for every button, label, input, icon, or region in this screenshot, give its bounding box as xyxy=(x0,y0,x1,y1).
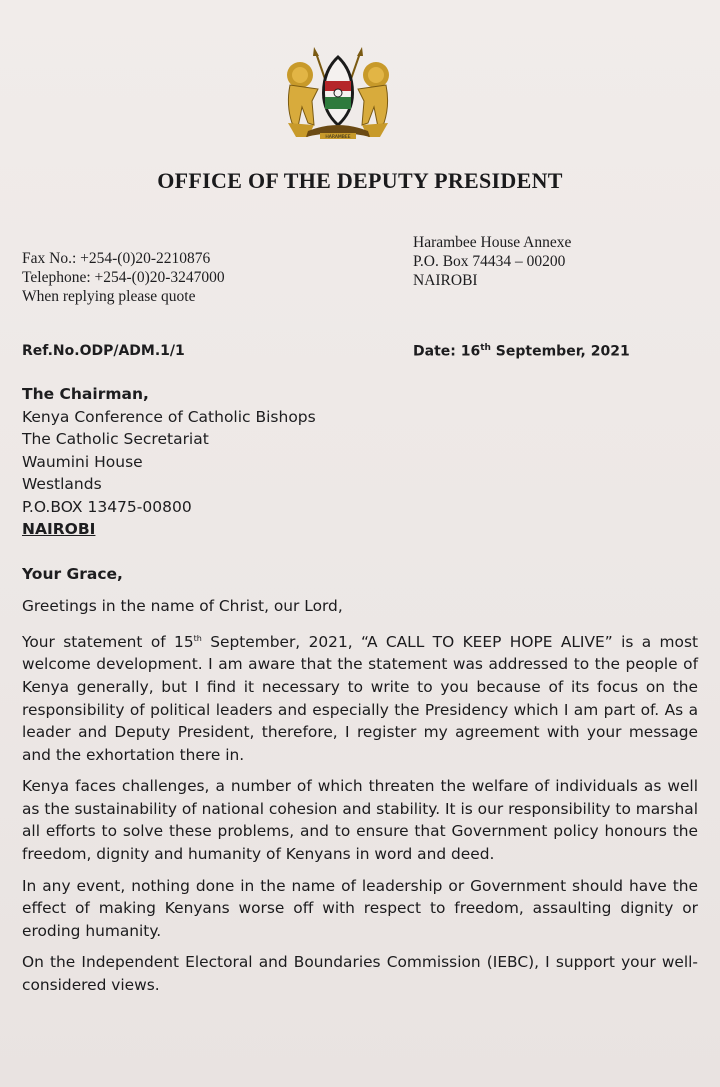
recipient-line: Kenya Conference of Catholic Bishops xyxy=(22,407,316,426)
reply-note: When replying please quote xyxy=(22,288,196,305)
shield-icon xyxy=(322,55,354,127)
recipient-line: Westlands xyxy=(22,475,102,493)
contact-details xyxy=(22,249,225,306)
fax-number: Fax No.: +254-(0)20-2210876 xyxy=(22,250,211,267)
right-lion-icon xyxy=(358,62,389,137)
greeting: Greetings in the name of Christ, our Lord, xyxy=(22,597,343,615)
recipient-line: The Catholic Secretariat xyxy=(22,430,209,448)
recipient-line: Waumini House xyxy=(22,452,143,471)
paragraph: In any event, nothing done in the name of leadership or Government should have the effect of making Kenyans worse off with respect to freedom, assaulting dignity or eroding humanity. xyxy=(22,876,698,940)
recipient-city: NAIROBI xyxy=(22,520,96,538)
motto-text: HARAMBEE xyxy=(325,135,351,140)
paragraph: Your statement of 15th September, 2021, “A CALL TO KEEP HOPE ALIVE” is a most welcome development. I am aware that the statement was addressed to the people of Kenya generally, but I find it necessary to write to you because of its focus on the responsibility of political leaders and especially the Presidency which I am part of. As a leader and Deputy President, therefore, I register my agreement with your message and the exhortation there in. xyxy=(22,632,699,764)
address-line: NAIROBI xyxy=(413,272,478,289)
paragraph: On the Independent Electoral and Boundaries Commission (IEBC), I support your well-considered views. xyxy=(22,953,698,995)
left-lion-icon xyxy=(287,62,318,137)
recipient-address xyxy=(22,383,316,541)
telephone-number: Telephone: +254-(0)20-3247000 xyxy=(22,269,225,286)
paragraph: Kenya faces challenges, a number of which threaten the welfare of individuals as well as the sustainability of national cohesion and stability. It is our responsibility to marshal all efforts to solve these problems, and to ensure that Government policy honours the freedom, dignity and humanity of Kenyans in word and deed. xyxy=(22,777,698,864)
salutation: Your Grace, xyxy=(22,565,123,583)
reference-number: Ref.No.ODP/ADM.1/1 xyxy=(22,343,185,359)
recipient-line: P.O.BOX 13475-00800 xyxy=(22,497,192,516)
letter-date: Date: 16th September, 2021 xyxy=(413,343,630,360)
letter-body xyxy=(22,595,698,1006)
recipient-title: The Chairman, xyxy=(22,385,149,403)
kenya-coat-of-arms-emblem xyxy=(278,45,398,145)
office-address xyxy=(413,233,571,290)
address-line: P.O. Box 74434 – 00200 xyxy=(413,253,566,270)
address-line: Harambee House Annexe xyxy=(413,234,572,251)
office-title: OFFICE OF THE DEPUTY PRESIDENT xyxy=(157,168,563,193)
